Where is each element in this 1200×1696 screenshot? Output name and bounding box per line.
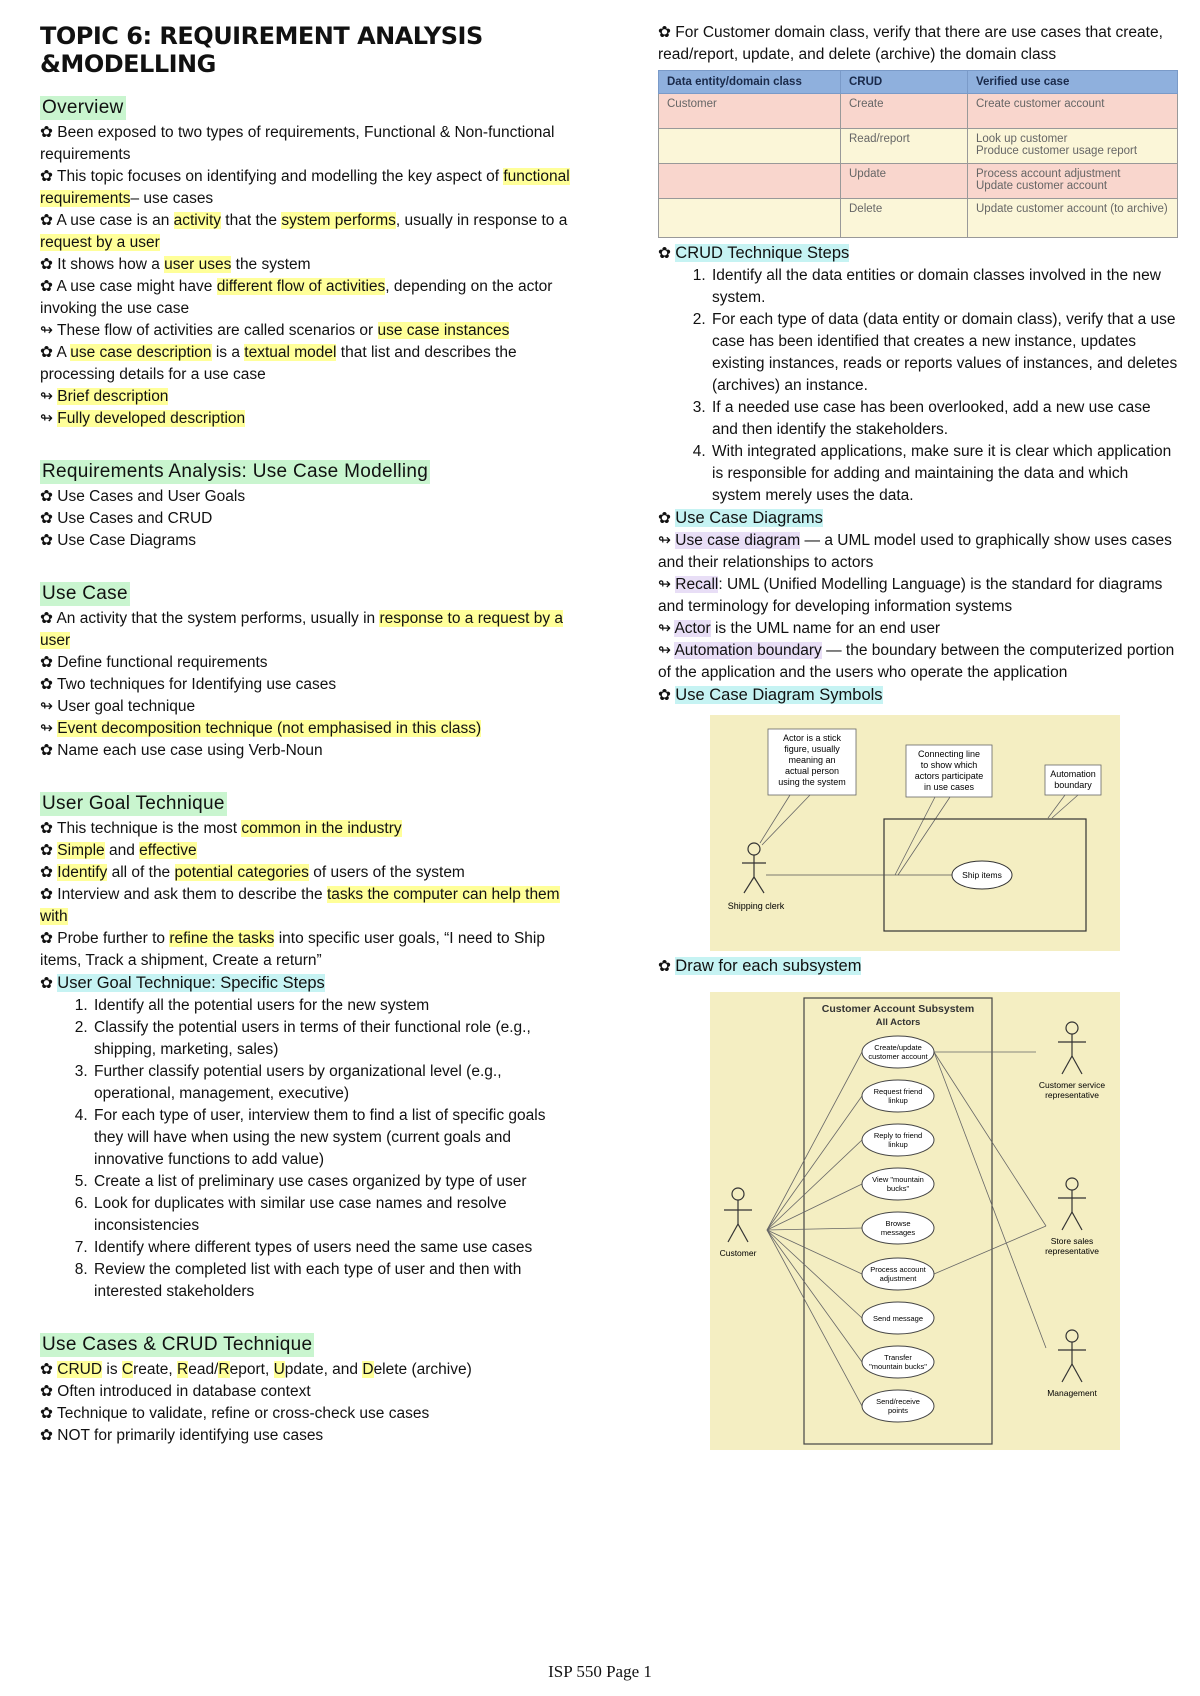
ugt-steps-list [40, 995, 570, 1303]
usecase-bullet-3: ✿ Two techniques for Identifying use cases [40, 676, 337, 693]
actor-label: Shipping clerk [727, 901, 785, 911]
svg-text:Reply to friend: Reply to friend [873, 1131, 923, 1140]
overview-bullet-5: ✿ A use case might have different flow of activities, depending on the actor invoking the use case [40, 278, 553, 317]
subsystem-title: Customer Account Subsystem [821, 1003, 975, 1015]
overview-bullet-1: ✿ Been exposed to two types of requirements, Functional & Non-functional requirements [40, 124, 555, 163]
svg-text:bucks": bucks" [886, 1184, 910, 1193]
ugt-step-3: 3. Further classify potential users by organizational level (e.g., operational, management, executive) [92, 1061, 570, 1105]
ugt-bullet-2: ✿ Simple and effective [40, 842, 197, 859]
use-case-9 [862, 1390, 934, 1422]
section-heading-overview: Overview [42, 97, 124, 118]
svg-text:Automation: Automation [1050, 769, 1096, 779]
ugt-step-7: 7. Identify where different types of users need the same use cases [92, 1237, 570, 1259]
ugt-bullet-3: ✿ Identify all of the potential categories of users of the system [40, 864, 465, 881]
use-case-8 [862, 1346, 934, 1378]
svg-text:Process account: Process account [870, 1265, 926, 1274]
usecase-bullet-5: ↬ Event decomposition technique (not emphasised in this class) [40, 720, 482, 737]
ucm-bullet-1: ✿ Use Cases and User Goals [40, 488, 246, 505]
crud-step-2: 2. For each type of data (data entity or domain class), verify that a use case has been identified that creates a new instance, updates existing instances, reads or reports values of instances, and deletes (archives) an instance. [710, 309, 1178, 397]
ugt-step-1: 1. Identify all the potential users for the new system [92, 995, 570, 1017]
actor-customer-service-label-2: representative [1045, 1090, 1099, 1100]
crud-bullet-3: ✿ Technique to validate, refine or cross-check use cases [40, 1405, 430, 1422]
table-row [659, 94, 1178, 129]
ucd-bullet-2: ↬ Recall: UML (Unified Modelling Language) is the standard for diagrams and terminology for developing information systems [658, 576, 1163, 615]
table-cell: Create customer account [968, 94, 1178, 129]
ugt-step-6: 6. Look for duplicates with similar use case names and resolve inconsistencies [92, 1193, 570, 1237]
actor-store-sales-label-1: Store sales [1050, 1236, 1094, 1246]
ugt-step-2: 2. Classify the potential users in terms of their functional role (e.g., shipping, marketing, sales) [92, 1017, 570, 1061]
ucd-bullet-1: ↬ Use case diagram — a UML model used to graphically show uses cases and their relationships to actors [658, 532, 1172, 571]
svg-text:linkup: linkup [888, 1140, 908, 1149]
svg-text:Send/receive: Send/receive [876, 1397, 920, 1406]
ugt-bullet-1: ✿ This technique is the most common in the industry [40, 820, 402, 837]
svg-text:customer account: customer account [868, 1052, 928, 1061]
crud-intro-text: ✿ For Customer domain class, verify that there are use cases that create, read/report, update, and delete (archive) the domain class [658, 24, 1163, 63]
table-cell: Update [841, 164, 968, 199]
crud-step-3: 3. If a needed use case has been overlooked, add a new use case and then identify the stakeholders. [710, 397, 1178, 441]
right-column [658, 22, 1178, 1450]
use-case-4 [862, 1168, 934, 1200]
svg-text:actors participate: actors participate [914, 771, 984, 781]
section-heading-use-case-modelling: Requirements Analysis: Use Case Modelling [42, 461, 429, 482]
ucm-bullet-2: ✿ Use Cases and CRUD [40, 510, 213, 527]
crud-col-entity: Data entity/domain class [659, 71, 841, 94]
svg-text:to show which: to show which [920, 760, 978, 770]
crud-steps-list [658, 265, 1178, 507]
table-cell [659, 199, 841, 238]
section-heading-use-case: Use Case [42, 583, 128, 604]
ugt-step-5: 5. Create a list of preliminary use cases organized by type of user [92, 1171, 570, 1193]
crud-step-4: 4. With integrated applications, make sure it is clear which application is responsible for adding and maintaining the data and which system merely uses the data. [710, 441, 1178, 507]
svg-text:figure, usually: figure, usually [784, 744, 840, 754]
crud-bullet-1: ✿ CRUD is Create, Read/Report, Update, and Delete (archive) [40, 1361, 472, 1378]
table-cell: Customer [659, 94, 841, 129]
use-case-5 [862, 1212, 934, 1244]
ugt-bullet-4: ✿ Interview and ask them to describe the tasks the computer can help them with [40, 886, 560, 925]
svg-text:Browse: Browse [885, 1219, 911, 1228]
ucm-bullet-3: ✿ Use Case Diagrams [40, 532, 196, 549]
use-case-label: Ship items [962, 870, 1002, 880]
overview-bullet-3: ✿ A use case is an activity that the system performs, usually in response to a request by a user [40, 212, 568, 251]
draw-heading: ✿ Draw for each subsystem [658, 957, 862, 975]
svg-text:points: points [887, 1406, 909, 1415]
actor-customer-label: Customer [719, 1248, 757, 1258]
overview-bullet-8: ↬ Brief description [40, 388, 169, 405]
overview-bullet-4: ✿ It shows how a user uses the system [40, 256, 311, 273]
use-case-3 [862, 1124, 934, 1156]
ucd-bullet-3: ↬ Actor is the UML name for an end user [658, 620, 941, 637]
subsystem-subtitle: All Actors [875, 1017, 921, 1028]
svg-text:Transfer: Transfer [884, 1353, 912, 1362]
use-case-7 [862, 1302, 934, 1334]
table-cell: Look up customer Produce customer usage report [968, 129, 1178, 164]
actor-customer-service-label-1: Customer service [1038, 1080, 1106, 1090]
table-cell: Update customer account (to archive) [968, 199, 1178, 238]
table-cell [659, 129, 841, 164]
svg-text:View "mountain: View "mountain [872, 1175, 924, 1184]
svg-text:using the system: using the system [778, 777, 846, 787]
left-column [40, 0, 570, 1447]
svg-text:boundary: boundary [1054, 780, 1092, 790]
svg-text:Connecting line: Connecting line [917, 749, 981, 759]
usecase-bullet-6: ✿ Name each use case using Verb-Noun [40, 742, 323, 759]
section-heading-crud-technique: Use Cases & CRUD Technique [42, 1334, 313, 1355]
use-case-6 [862, 1258, 934, 1290]
crud-table-header [659, 71, 1178, 94]
crud-col-usecase: Verified use case [968, 71, 1178, 94]
use-case-symbols-diagram [710, 715, 1120, 951]
table-row [659, 199, 1178, 238]
use-case-1 [862, 1036, 934, 1068]
customer-account-subsystem-diagram [710, 992, 1120, 1450]
usecase-bullet-1: ✿ An activity that the system performs, usually in response to a request by a user [40, 610, 564, 649]
page-footer: ISP 550 Page 1 [548, 1662, 652, 1681]
use-case-2 [862, 1080, 934, 1112]
svg-text:Actor is a stick: Actor is a stick [782, 733, 842, 743]
table-row [659, 164, 1178, 199]
svg-text:adjustment: adjustment [879, 1274, 917, 1283]
svg-text:"mountain bucks": "mountain bucks" [869, 1362, 927, 1371]
actor-store-sales-label-2: representative [1045, 1246, 1099, 1256]
usecase-bullet-4: ↬ User goal technique [40, 698, 196, 715]
ucd-heading: ✿ Use Case Diagrams [658, 509, 823, 527]
crud-col-crud: CRUD [841, 71, 968, 94]
ugt-step-8: 8. Review the completed list with each type of user and then with interested stakeholders [92, 1259, 570, 1303]
ucd-symbols-heading: ✿ Use Case Diagram Symbols [658, 686, 883, 704]
section-heading-user-goal-technique: User Goal Technique [42, 793, 225, 814]
ugt-step-4: 4. For each type of user, interview them to find a list of specific goals they will have when using the new system (current goals and innovative functions to add value) [92, 1105, 570, 1171]
actor-management-label: Management [1047, 1388, 1097, 1398]
table-cell [659, 164, 841, 199]
crud-steps-heading: ✿ CRUD Technique Steps [658, 244, 850, 262]
svg-text:linkup: linkup [888, 1096, 908, 1105]
overview-bullet-9: ↬ Fully developed description [40, 410, 246, 427]
svg-text:Create/update: Create/update [874, 1043, 922, 1052]
table-row [659, 129, 1178, 164]
overview-bullet-2: ✿ This topic focuses on identifying and modelling the key aspect of functional requirements– use cases [40, 168, 570, 207]
svg-text:actual person: actual person [784, 766, 840, 776]
svg-text:in use cases: in use cases [923, 782, 975, 792]
crud-bullet-2: ✿ Often introduced in database context [40, 1383, 311, 1400]
svg-text:meaning an: meaning an [788, 755, 836, 765]
table-cell: Process account adjustment Update customer account [968, 164, 1178, 199]
overview-bullet-6: ↬ These flow of activities are called scenarios or use case instances [40, 322, 510, 339]
svg-text:Request friend: Request friend [873, 1087, 923, 1096]
ugt-steps-heading: ✿ User Goal Technique: Specific Steps [40, 974, 325, 992]
svg-text:messages: messages [880, 1228, 916, 1237]
crud-bullet-4: ✿ NOT for primarily identifying use cases [40, 1427, 324, 1444]
ugt-bullet-5: ✿ Probe further to refine the tasks into specific user goals, “I need to Ship items, Track a shipment, Create a return” [40, 930, 545, 969]
ucd-bullet-4: ↬ Automation boundary — the boundary between the computerized portion of the application and the users who operate the application [658, 642, 1175, 681]
table-cell: Delete [841, 199, 968, 238]
table-cell: Read/report [841, 129, 968, 164]
table-cell: Create [841, 94, 968, 129]
svg-text:Send message: Send message [872, 1314, 924, 1323]
page-title: TOPIC 6: REQUIREMENT ANALYSIS &MODELLING [40, 22, 483, 78]
overview-bullet-7: ✿ A use case description is a textual model that list and describes the processing details for a use case [40, 344, 517, 383]
crud-step-1: 1. Identify all the data entities or domain classes involved in the new system. [710, 265, 1178, 309]
crud-table [658, 70, 1178, 238]
usecase-bullet-2: ✿ Define functional requirements [40, 654, 268, 671]
